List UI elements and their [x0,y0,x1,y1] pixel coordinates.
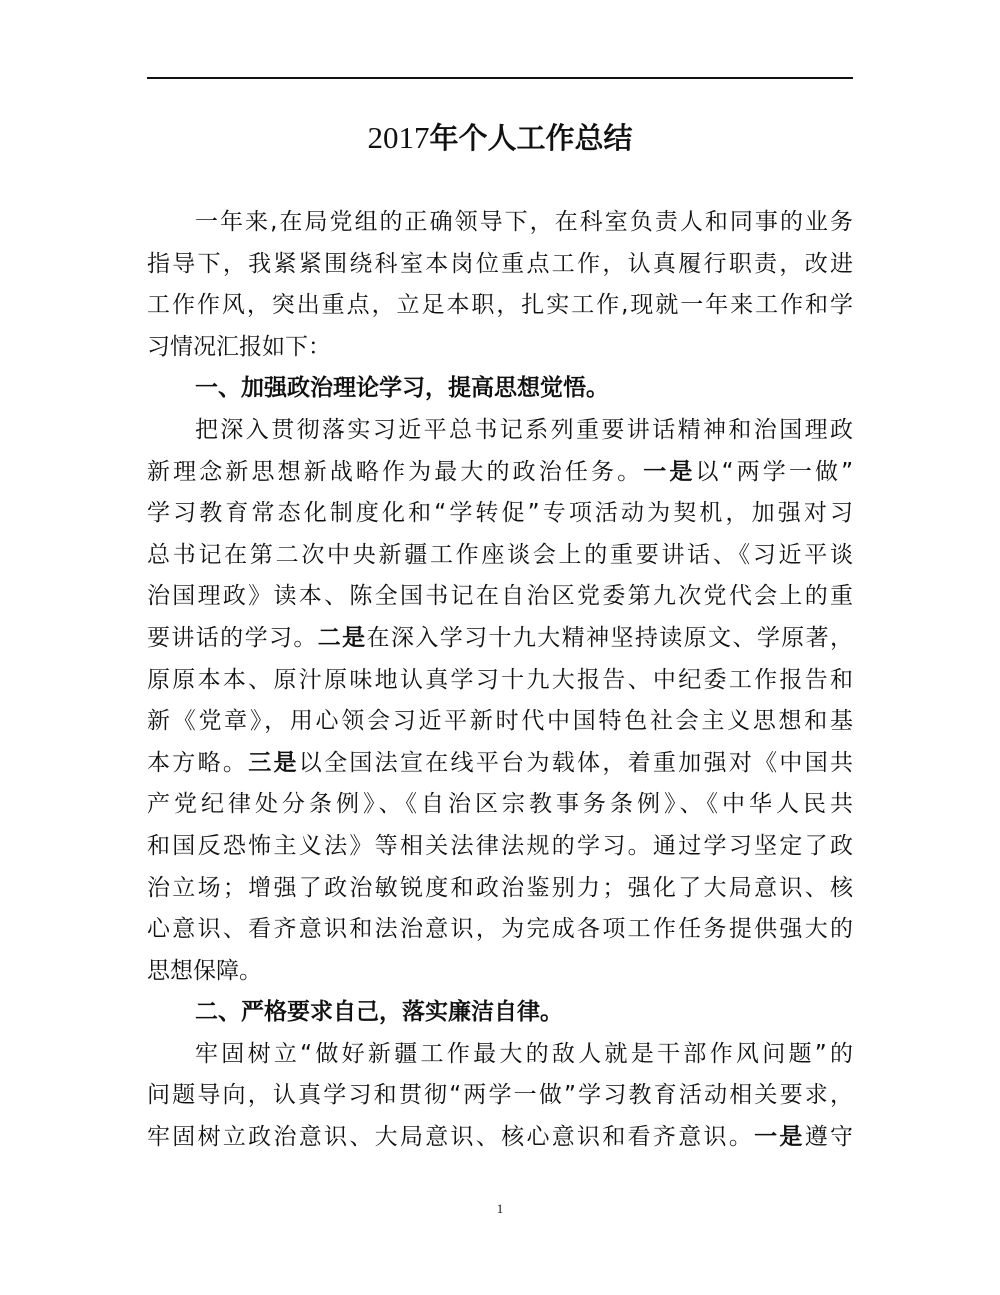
text-segment: 把深入贯彻落实习近平总书记系列重要讲话精神和治国理政 [195,416,853,443]
section-heading [147,368,853,410]
text-segment: 学习教育常态化制度化和“学转促”专项活动为契机，加强对习 [147,500,853,527]
section-heading [147,992,853,1034]
text-segment: 要讲话的学习。 [147,624,318,651]
text-segment: 治立场；增强了政治敏锐度和政治鉴别力；强化了大局意识、核 [147,874,853,901]
paragraph-line [147,285,853,327]
paragraph-line [147,951,853,993]
emphasis-text: 一是 [754,1124,805,1151]
text-segment: 心意识、看齐意识和法治意识，为完成各项工作任务提供强大的 [147,916,853,943]
text-segment: 新理念新思想新战略作为最大的政治任务。 [147,458,644,485]
text-segment: 问题导向，认真学习和贯彻“两学一做”学习教育活动相关要求， [147,1082,853,1109]
text-segment: 在深入学习十九大精神坚持读原文、学原著， [366,624,854,651]
paragraph-line [147,1075,853,1117]
paragraph-line [147,576,853,618]
emphasis-text: 三是 [248,749,299,776]
text-segment: 牢固树立“做好新疆工作最大的敌人就是干部作风问题”的 [195,1040,853,1067]
text-segment: 牢固树立政治意识、大局意识、核心意识和看齐意识。 [147,1124,755,1151]
paragraph-line [147,701,853,743]
text-segment: 以全国法宣在线平台为载体，着重加强对《中国共 [298,749,854,776]
text-segment: 治国理政》读本、陈全国书记在自治区党委第九次党代会上的重 [147,583,853,610]
paragraph-line [147,660,853,702]
emphasis-text: 一是 [643,458,696,485]
document-title [0,118,1000,158]
paragraph-line [147,452,853,494]
paragraph-line [147,202,853,244]
paragraph-line [147,244,853,286]
text-segment: 原原本本、原汁原味地认真学习十九大报告、中纪委工作报告和 [147,666,853,693]
text-segment: 指导下，我紧紧围绕科室本岗位重点工作，认真履行职责，改进 [147,250,853,277]
document-body [147,202,853,1159]
paragraph-line [147,743,853,785]
paragraph-line [147,410,853,452]
paragraph-line [147,868,853,910]
header-rule [147,77,853,79]
page-number: 1 [496,1201,504,1216]
text-segment: 习情况汇报如下： [147,333,331,360]
paragraph-line [147,784,853,826]
paragraph-line [147,1034,853,1076]
paragraph-line [147,327,853,369]
text-segment: 和国反恐怖主义法》等相关法律法规的学习。通过学习坚定了政 [147,832,853,859]
paragraph-line [147,493,853,535]
paragraph-line [147,909,853,951]
text-segment: 一年来,在局党组的正确领导下，在科室负责人和同事的业务 [195,209,853,235]
text-segment: 新《党章》，用心领会习近平新时代中国特色社会主义思想和基 [147,708,853,735]
text-segment: 思想保障。 [147,957,262,984]
text-segment: 总书记在第二次中央新疆工作座谈会上的重要讲话、《习近平谈 [147,541,853,568]
emphasis-text: 二是 [317,624,367,651]
text-segment: 本方略。 [147,749,249,776]
paragraph-line [147,1117,853,1159]
text-segment: 二、严格要求自己，落实廉洁自律。 [195,999,563,1026]
text-segment: 遵守 [804,1124,854,1151]
text-segment: 产党纪律处分条例》、《自治区宗教事务条例》、《中华人民共 [147,791,853,818]
text-segment: 一、加强政治理论学习，提高思想觉悟。 [195,375,609,402]
paragraph-line [147,618,853,660]
title-year: 2017 [367,120,430,155]
paragraph-line [147,826,853,868]
title-text: 年个人工作总结 [429,121,633,155]
text-segment: 以“两学一做” [695,458,854,485]
paragraph-line [147,535,853,577]
text-segment: 工作作风，突出重点，立足本职，扎实工作,现就一年来工作和学 [147,292,853,319]
